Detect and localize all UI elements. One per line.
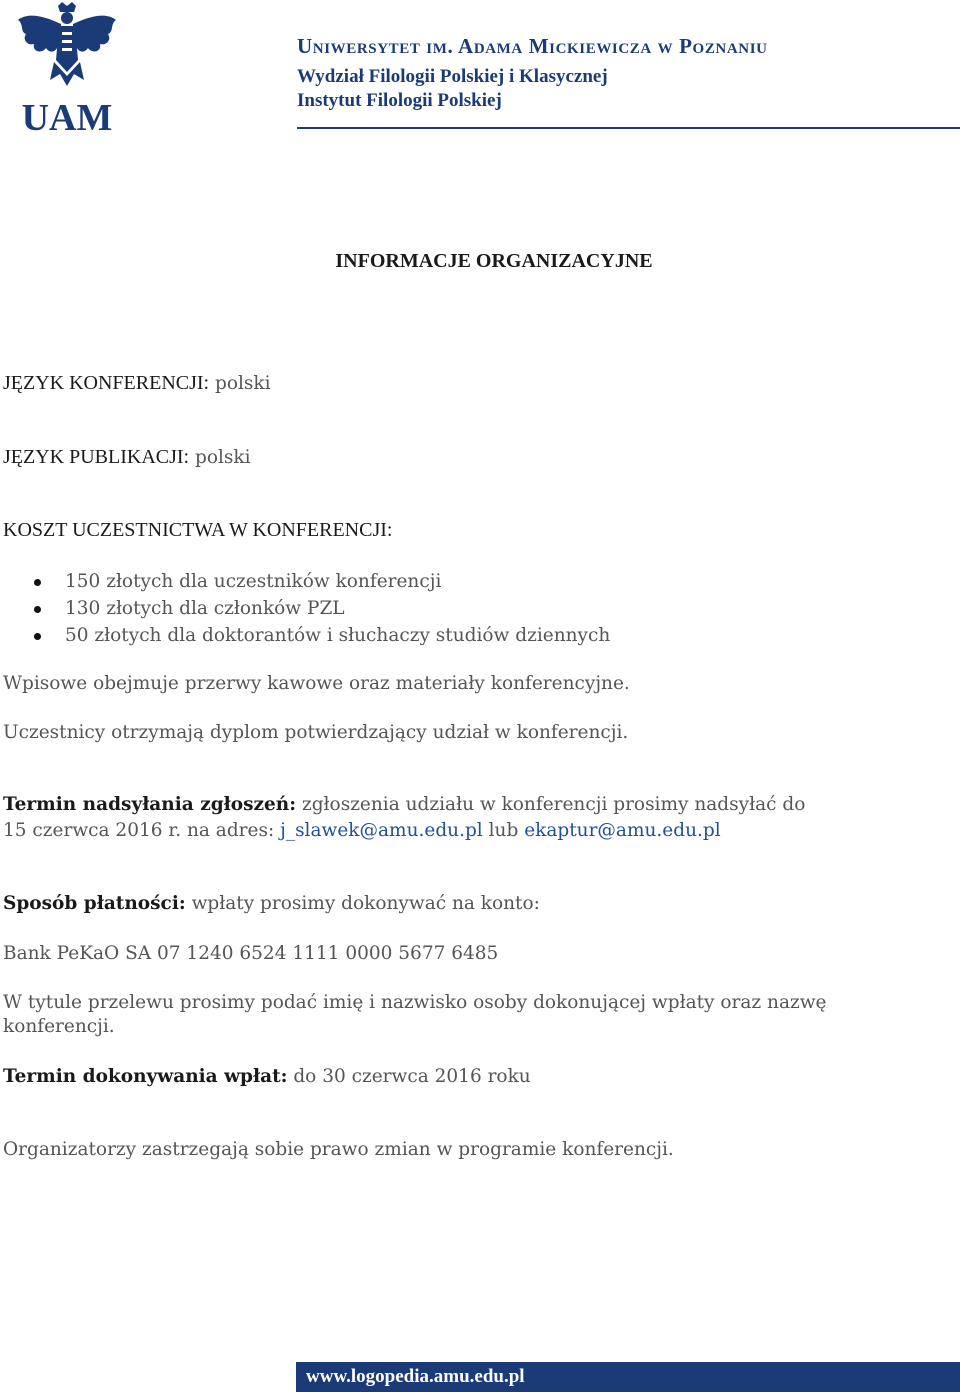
- publication-language-label: JĘZYK PUBLIKACJI:: [3, 446, 190, 468]
- publication-language-value: polski: [195, 447, 251, 468]
- fees-list: [0, 568, 610, 649]
- transfer-title-line-2: konferencji.: [3, 1016, 115, 1037]
- fees-heading: [3, 519, 392, 542]
- logo-text: UAM: [21, 97, 113, 134]
- uam-logo: [14, 2, 120, 134]
- website-link[interactable]: www.logopedia.amu.edu.pl: [296, 1362, 960, 1392]
- disclaimer: Organizatorzy zastrzegają sobie prawo zmian w programie konferencji.: [3, 1139, 674, 1160]
- email-link-slawek[interactable]: j_slawek@amu.edu.pl: [280, 820, 483, 841]
- deadline-text: zgłoszenia udziału w konferencji prosimy nadsyłać do: [301, 794, 806, 815]
- conference-language-value: polski: [215, 373, 271, 394]
- bank-account: Bank PeKaO SA 07 1240 6524 1111 0000 5677 6485: [3, 943, 499, 964]
- fee-item: 50 złotych dla doktorantów i słuchaczy studiów dziennych: [0, 622, 610, 649]
- conference-language: [3, 372, 271, 395]
- header-divider: [297, 127, 960, 129]
- fees-label: KOSZT UCZESTNICTWA W KONFERENCJI:: [3, 519, 393, 541]
- payment-text: wpłaty prosimy dokonywać na konto:: [191, 893, 540, 914]
- faculty-name: Wydział Filologii Polskiej i Klasycznej: [297, 66, 608, 87]
- deadline-line-1: [3, 794, 805, 815]
- deadline-date-text: 15 czerwca 2016 r. na adres:: [3, 820, 275, 841]
- payment-deadline-label: Termin dokonywania wpłat:: [3, 1066, 288, 1087]
- transfer-title-line-1: W tytule przelewu prosimy podać imię i nazwisko osoby dokonującej wpłaty oraz nazwę: [3, 992, 827, 1013]
- publication-language: [3, 446, 251, 469]
- diploma-note: Uczestnicy otrzymają dyplom potwierdzający udział w konferencji.: [3, 722, 629, 743]
- payment-deadline: [3, 1066, 531, 1087]
- fee-item: 130 złotych dla członków PZL: [0, 595, 610, 622]
- deadline-line-2: [3, 820, 721, 841]
- payment-deadline-value: do 30 czerwca 2016 roku: [293, 1066, 531, 1087]
- university-name: Uniwersytet im. Adama Mickiewicza w Poznaniu: [297, 34, 768, 58]
- conference-language-label: JĘZYK KONFERENCJI:: [3, 372, 210, 394]
- deadline-label: Termin nadsyłania zgłoszeń:: [3, 794, 297, 815]
- fee-item: 150 złotych dla uczestników konferencji: [0, 568, 610, 595]
- payment-method: [3, 893, 540, 914]
- fee-includes-note: Wpisowe obejmuje przerwy kawowe oraz materiały konferencyjne.: [3, 673, 630, 694]
- email-connector: lub: [488, 820, 519, 841]
- institute-name: Instytut Filologii Polskiej: [297, 90, 502, 111]
- payment-label: Sposób płatności:: [3, 893, 186, 914]
- document-title: INFORMACJE ORGANIZACYJNE: [335, 250, 653, 272]
- email-link-kaptur[interactable]: ekaptur@amu.edu.pl: [524, 820, 721, 841]
